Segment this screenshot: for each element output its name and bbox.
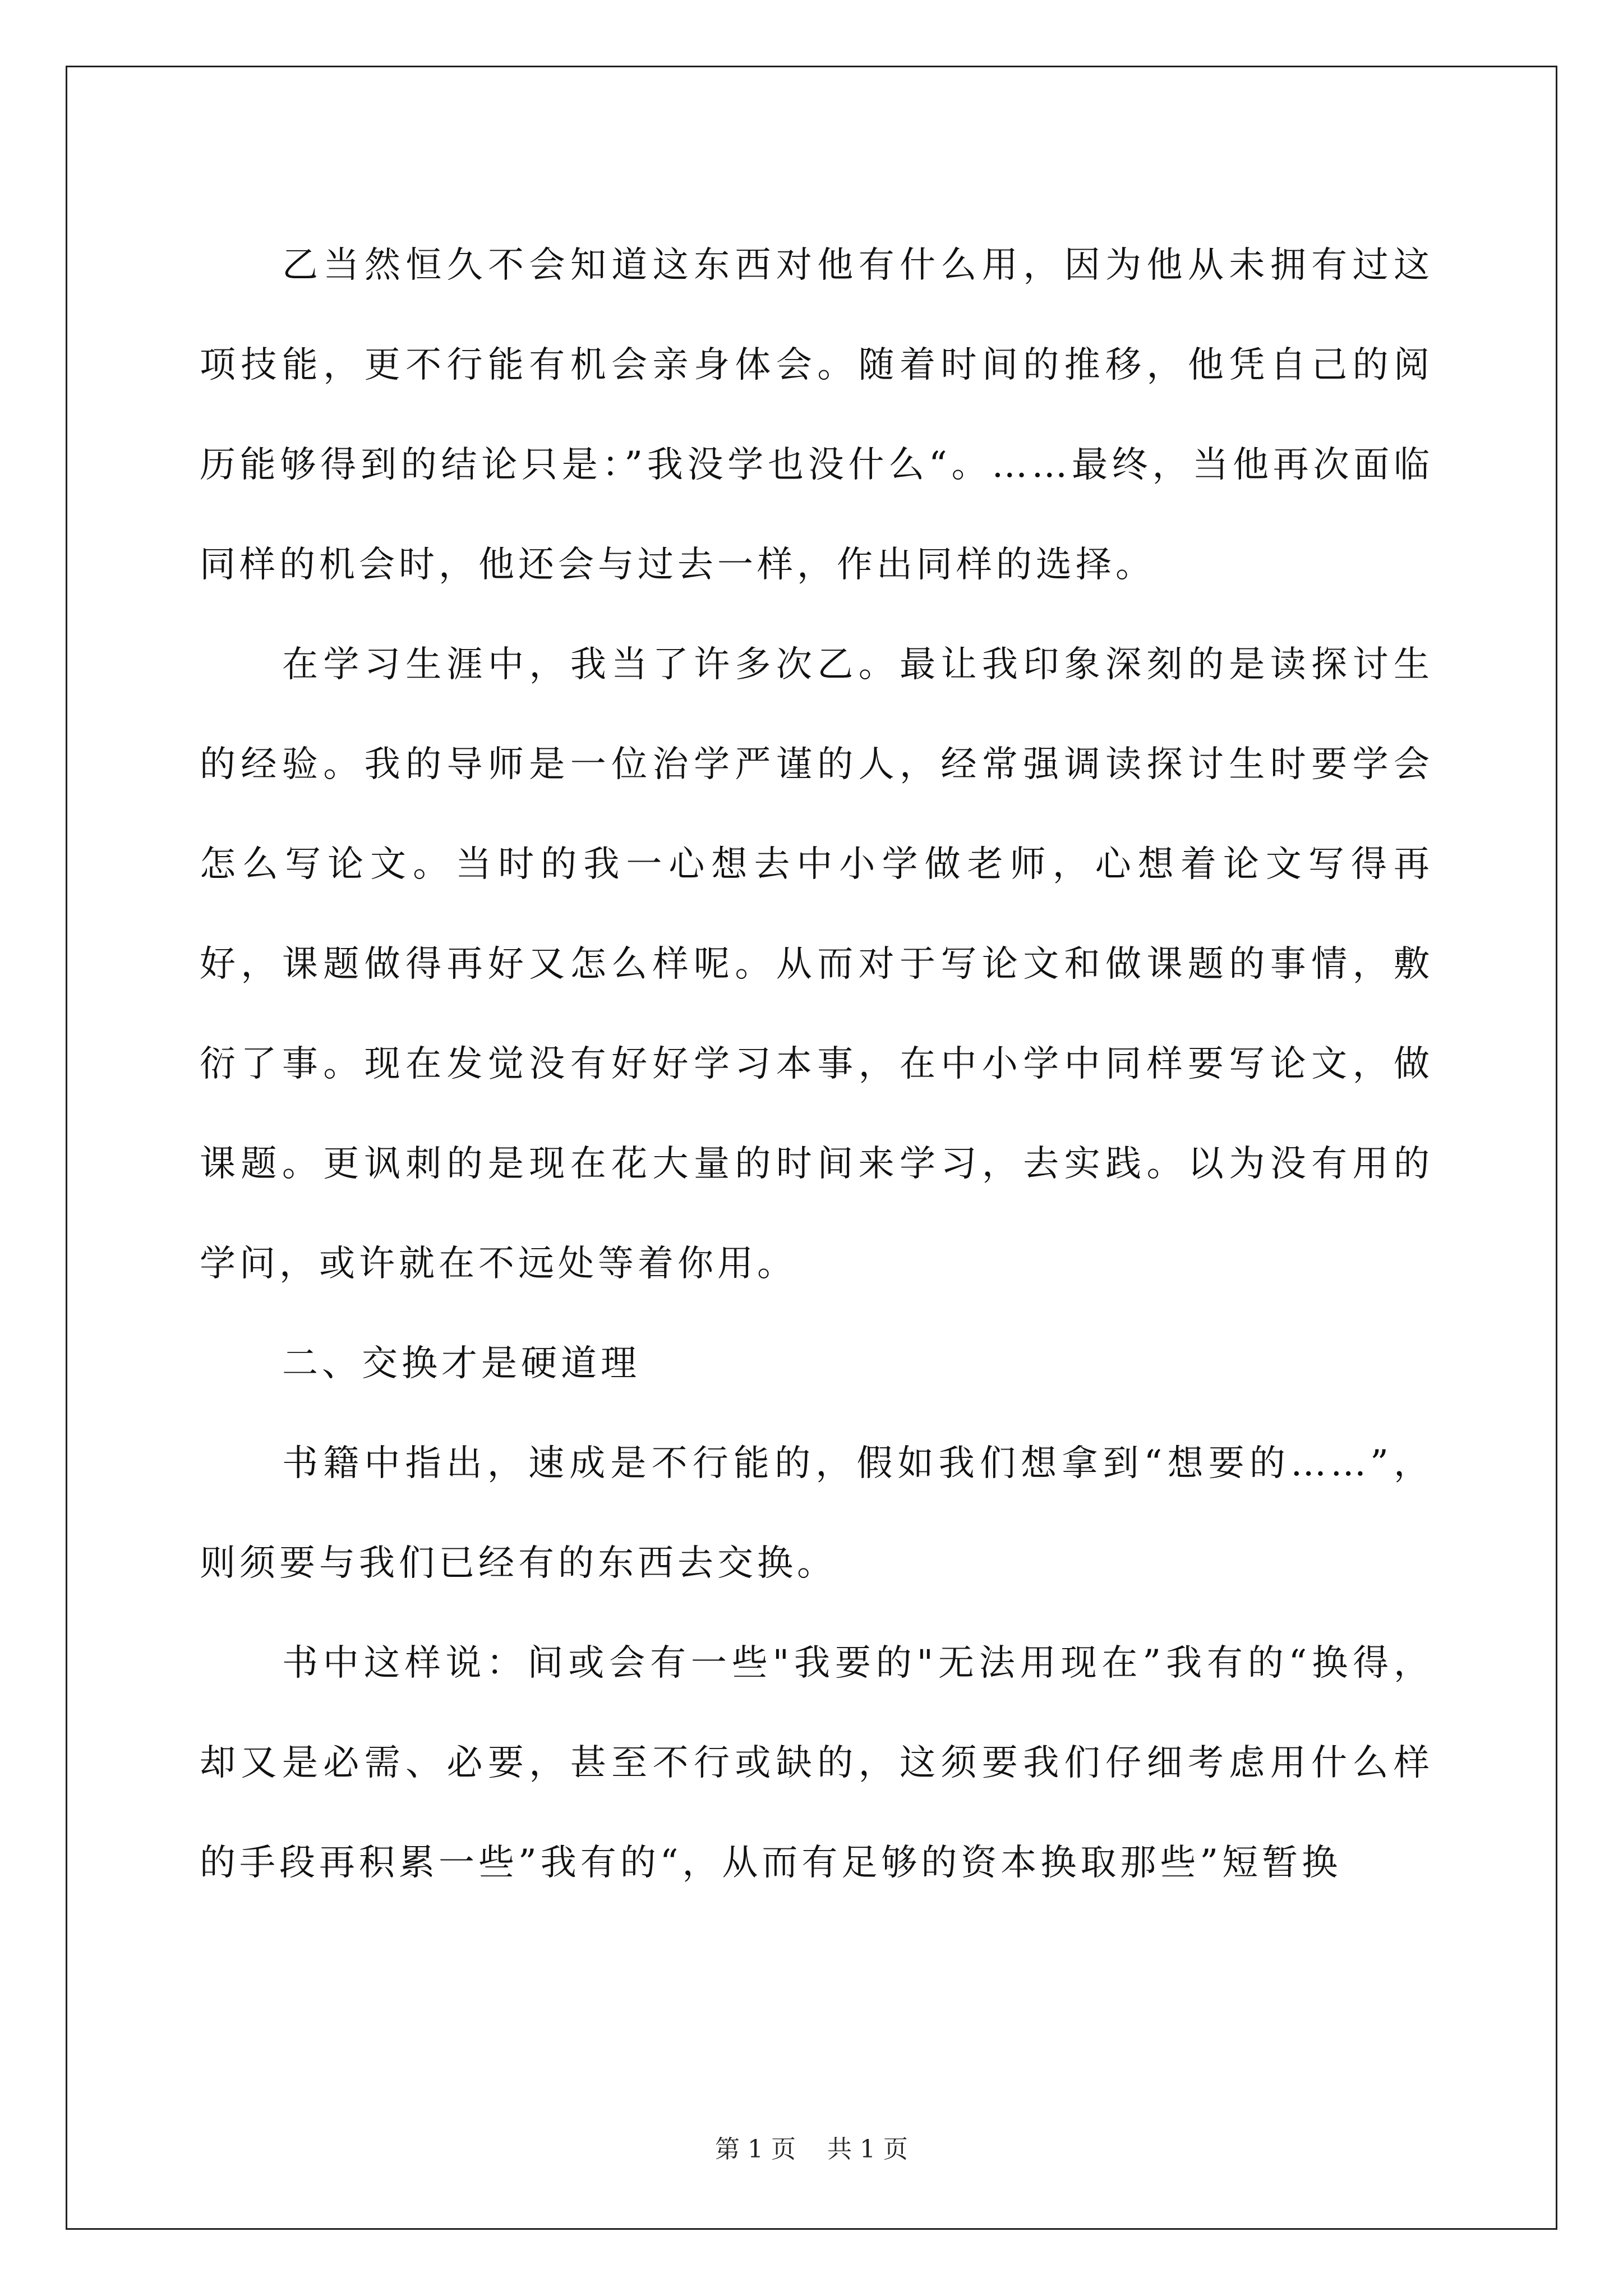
paragraph: 乙当然恒久不会知道这东西对他有什么用，因为他从未拥有过这项技能，更不行能有机会亲身体会。随着时间的推移，他凭自己的阅历能够得到的结论只是：”我没学也没什么“。……最终，当他再次面临同样的机会时，他还会与过去一样，作出同样的选择。	[200, 245, 1433, 586]
section-heading: 二、交换才是硬道理	[282, 1343, 640, 1384]
paragraph: 在学习生涯中，我当了许多次乙。最让我印象深刻的是读探讨生的经验。我的导师是一位治学严谨的人，经常强调读探讨生时要学会怎么写论文。当时的我一心想去中小学做老师，心想着论文写得再好，课题做得再好又怎么样呢。从而对于写论文和做课题的事情，敷衍了事。现在发觉没有好好学习本事，在中小学中同样要写论文，做课题。更讽刺的是现在花大量的时间来学习，去实践。以为没有用的学问，或许就在不远处等着你用。	[200, 644, 1433, 1285]
paragraph: 书中这样说：间或会有一些"我要的"无法用现在”我有的“换得，却又是必需、必要，甚至不行或缺的，这须要我们仔细考虑用什么样的手段再积累一些”我有的“，从而有足够的资本换取那些”短暂换	[200, 1642, 1433, 1884]
page-number-footer: 第 1 页 共 1 页	[715, 2135, 908, 2164]
paragraph: 书籍中指出，速成是不行能的，假如我们想拿到“想要的……”，则须要与我们已经有的东西去交换。	[200, 1443, 1433, 1584]
document-body	[200, 215, 1433, 1913]
